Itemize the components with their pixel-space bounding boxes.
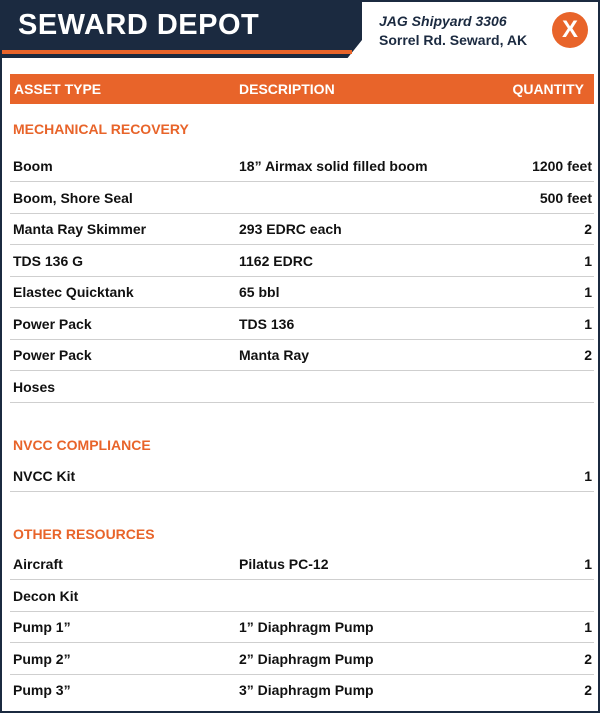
table-row bbox=[10, 277, 594, 308]
title-underline bbox=[2, 50, 352, 54]
description-cell: 3” Diaphragm Pump bbox=[239, 682, 374, 698]
quantity-cell: 1 bbox=[584, 253, 592, 269]
section-title-mechanical-recovery: MECHANICAL RECOVERY bbox=[13, 121, 189, 137]
asset-type-cell: Pump 2” bbox=[13, 651, 71, 667]
table-row bbox=[10, 309, 594, 340]
table-row bbox=[10, 183, 594, 214]
description-cell: Pilatus PC-12 bbox=[239, 556, 329, 572]
address-line-1: JAG Shipyard 3306 bbox=[379, 13, 507, 29]
description-cell: 293 EDRC each bbox=[239, 221, 342, 237]
column-header-asset-type: ASSET TYPE bbox=[14, 81, 102, 97]
table-row bbox=[10, 461, 594, 492]
description-cell: 18” Airmax solid filled boom bbox=[239, 158, 428, 174]
page-title: SEWARD DEPOT bbox=[18, 9, 260, 41]
section-title-nvcc-compliance: NVCC COMPLIANCE bbox=[13, 437, 151, 453]
asset-type-cell: Power Pack bbox=[13, 347, 92, 363]
header bbox=[2, 2, 600, 58]
table-row bbox=[10, 612, 594, 643]
close-button[interactable] bbox=[552, 12, 588, 48]
quantity-cell: 1 bbox=[584, 284, 592, 300]
asset-type-cell: Pump 3” bbox=[13, 682, 71, 698]
asset-type-cell: Pump 1” bbox=[13, 619, 71, 635]
table-row bbox=[10, 549, 594, 580]
table-row bbox=[10, 151, 594, 182]
section-title-other-resources: OTHER RESOURCES bbox=[13, 526, 155, 542]
address-line-2: Sorrel Rd. Seward, AK bbox=[379, 32, 528, 48]
asset-type-cell: Aircraft bbox=[13, 556, 63, 572]
quantity-cell: 1 bbox=[584, 556, 592, 572]
column-header-description: DESCRIPTION bbox=[239, 81, 335, 97]
asset-type-cell: NVCC Kit bbox=[13, 468, 76, 484]
table-row bbox=[10, 372, 594, 403]
asset-type-cell: Boom, Shore Seal bbox=[13, 190, 133, 206]
quantity-cell: 1 bbox=[584, 316, 592, 332]
description-cell: 1” Diaphragm Pump bbox=[239, 619, 374, 635]
table-row bbox=[10, 581, 594, 612]
description-cell: 2” Diaphragm Pump bbox=[239, 651, 374, 667]
table-row bbox=[10, 675, 594, 706]
description-cell: TDS 136 bbox=[239, 316, 295, 332]
asset-type-cell: Elastec Quicktank bbox=[13, 284, 134, 300]
quantity-cell: 500 feet bbox=[539, 190, 592, 206]
table-row bbox=[10, 340, 594, 371]
close-icon: X bbox=[561, 16, 578, 43]
quantity-cell: 1 bbox=[584, 619, 592, 635]
table-header bbox=[10, 74, 594, 104]
asset-type-cell: Decon Kit bbox=[13, 588, 79, 604]
table-row bbox=[10, 214, 594, 245]
asset-type-cell: Boom bbox=[13, 158, 53, 174]
description-cell: Manta Ray bbox=[239, 347, 310, 363]
asset-type-cell: Manta Ray Skimmer bbox=[13, 221, 147, 237]
quantity-cell: 1 bbox=[584, 468, 592, 484]
table-row bbox=[10, 246, 594, 277]
quantity-cell: 1200 feet bbox=[532, 158, 592, 174]
quantity-cell: 2 bbox=[584, 221, 592, 237]
asset-type-cell: TDS 136 G bbox=[13, 253, 84, 269]
description-cell: 65 bbl bbox=[239, 284, 280, 300]
quantity-cell: 2 bbox=[584, 651, 592, 667]
quantity-cell: 2 bbox=[584, 682, 592, 698]
quantity-cell: 2 bbox=[584, 347, 592, 363]
column-header-quantity: QUANTITY bbox=[512, 81, 584, 97]
depot-address bbox=[379, 12, 527, 50]
asset-type-cell: Hoses bbox=[13, 379, 56, 395]
asset-type-cell: Power Pack bbox=[13, 316, 92, 332]
table-row bbox=[10, 644, 594, 675]
description-cell: 1162 EDRC bbox=[239, 253, 313, 269]
